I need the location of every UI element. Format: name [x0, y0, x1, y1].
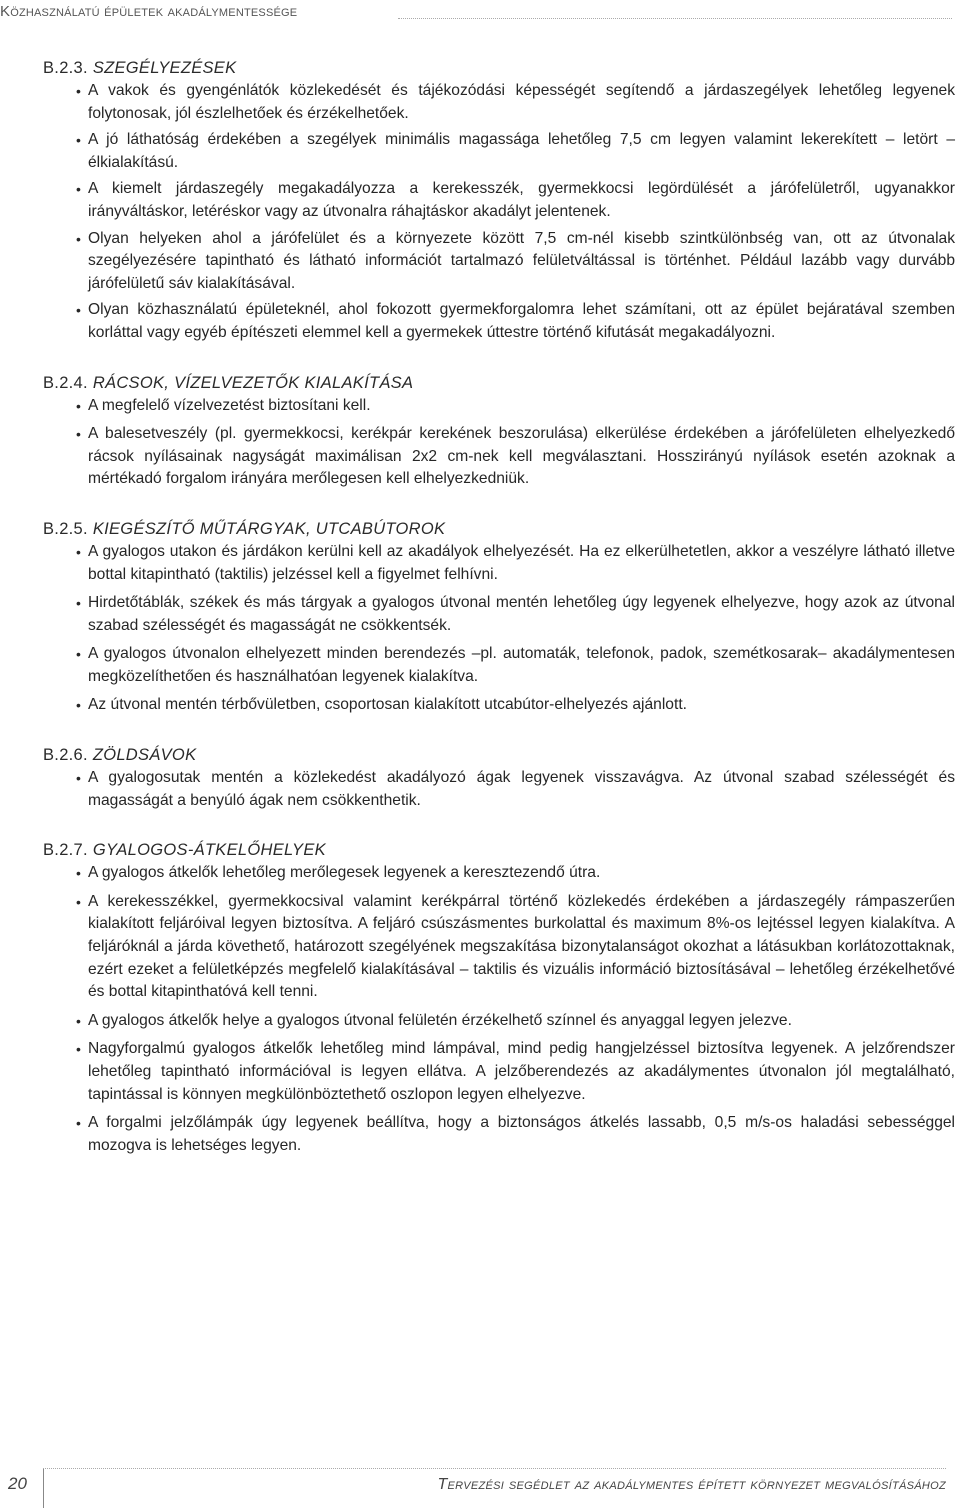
section-title: SZEGÉLYEZÉSEK	[92, 59, 237, 77]
bullet-item	[42, 1038, 955, 1106]
bullet-list	[43, 767, 955, 812]
bullet-text: Hirdetőtáblák, székek és más tárgyak a gyalogos útvonal mentén lehetőleg úgy legyenek elhelyezve, hogy azok az útvonal szabad szélességét és magasságát ne csökkentsék.	[88, 594, 955, 634]
bullet-list	[43, 80, 955, 345]
page-header	[0, 0, 960, 34]
section-heading	[43, 56, 955, 80]
bullet-text: A kiemelt járdaszegély megakadályozza a kerekesszék, gyermekkocsi legördülését a járófelületről, ugyanakkor irányváltáskor, letéréskor vagy az útvonalra ráhajtáskor akadályt jelentenek.	[88, 180, 955, 220]
footer-dotted-rule	[43, 1468, 946, 1469]
section-heading	[43, 517, 955, 541]
section-heading	[43, 743, 955, 767]
page-footer	[0, 1468, 960, 1508]
bullet-text: A kerekesszékkel, gyermekkocsival valamint kerékpárral történő közlekedés érdekében a járdaszegély rámpaszerűen kialakított feljáróival legyen biztosítva. A feljáró csúszásmentes burkolattal és maximum 8%-os lejtéssel legyen kialakítva. A feljáróknál a járda követhető, határozott szegélyének megszakítása bizonytalanságot okozhat a látásukban korlátozottaknak, ezért ezeket a felületképzés megfelelő kialakításával – taktilis és vizuális információ biztosításával – lehetőleg érzékelhetővé és bottal kitapinthatóvá kell tenni.	[88, 892, 955, 1001]
section-heading	[43, 838, 955, 862]
bullet-text: Nagyforgalmú gyalogos átkelők lehetőleg mind lámpával, mind pedig hangjelzéssel biztosítva legyenek. A jelzőrendszer lehetőleg tapintható információval is legyen ellátva. A jelzőberendezés az akadálymentes útvonalon jól megtalálható, tapintással is könnyen megkülönböztethető oszlopon legyen elhelyezve.	[88, 1040, 955, 1103]
bullet-text: A gyalogos utakon és járdákon kerülni kell az akadályok elhelyezését. Ha ez elkerülhetetlen, akkor a veszélyre látható illetve bottal kitapintható (taktilis) jelzéssel kell a figyelmet felhívni.	[88, 542, 955, 583]
bullet-item	[42, 1010, 955, 1033]
bullet-icon: •	[76, 893, 81, 910]
bullet-text: A megfelelő vízelvezetést biztosítani kell.	[88, 396, 371, 414]
page-content	[43, 56, 955, 1157]
bullet-text: A gyalogos átkelők helye a gyalogos útvonal felületén érzékelhető színnel és anyaggal legyen jelezve.	[88, 1011, 792, 1029]
bullet-icon: •	[76, 83, 81, 99]
section-number: B.2.4.	[43, 373, 88, 392]
bullet-icon: •	[76, 865, 81, 882]
bullet-item	[42, 891, 955, 1004]
section-number: B.2.3.	[43, 59, 88, 77]
section-title: RÁCSOK, VÍZELVEZETŐK KIALAKÍTÁSA	[92, 373, 414, 392]
section-number: B.2.7.	[43, 841, 88, 860]
bullet-item	[42, 423, 955, 491]
bullet-item	[42, 592, 955, 637]
bullet-icon: •	[76, 1115, 81, 1132]
bullet-item	[42, 862, 955, 885]
bullet-icon: •	[76, 302, 81, 319]
bullet-item	[42, 395, 955, 418]
section-title: GYALOGOS-ÁTKELŐHELYEK	[92, 841, 326, 860]
section-number: B.2.6.	[43, 746, 88, 765]
section-number: B.2.5.	[43, 519, 88, 538]
bullet-icon: •	[76, 595, 81, 612]
bullet-icon: •	[76, 181, 81, 198]
bullet-text: A gyalogos útvonalon elhelyezett minden berendezés –pl. automaták, telefonok, padok, szemétkosarak– akadálymentesen megközelíthetően és használhatóan legyenek kialakítva.	[88, 645, 955, 685]
page-number: 20	[8, 1474, 27, 1493]
bullet-icon: •	[76, 543, 81, 560]
bullet-item	[42, 1112, 955, 1157]
bullet-icon: •	[76, 1012, 81, 1029]
section-title: ZÖLDSÁVOK	[92, 746, 197, 765]
bullet-item	[42, 299, 955, 344]
section-title: KIEGÉSZÍTŐ MŰTÁRGYAK, UTCABÚTOROK	[92, 519, 446, 538]
bullet-text: A forgalmi jelzőlámpák úgy legyenek beállítva, hogy a biztonságos átkelés lassabb, 0,5 m/s-os haladási sebességgel mozogva is lehetséges legyen.	[88, 1114, 955, 1154]
running-footer-title: Tervezési segédlet az akadálymentes épített környezet megvalósításához	[437, 1476, 946, 1493]
bullet-item	[42, 80, 955, 125]
section-heading	[43, 371, 955, 395]
bullet-text: Olyan helyeken ahol a járófelület és a környezete között 7,5 cm-nél kisebb szintkülönbség van, ott az útvonalak szegélyezésére tapintható és látható információt tartalmazó felületváltással is történhet. Például lazább vagy durvább járófelületű sáv kialakításával.	[88, 229, 955, 292]
bullet-icon: •	[76, 132, 81, 149]
bullet-item	[42, 541, 955, 586]
section	[43, 743, 955, 812]
section	[43, 371, 955, 491]
bullet-text: Olyan közhasználatú épületeknél, ahol fokozott gyermekforgalomra lehet számítani, ott az épület bejáratával szemben korláttal vagy egyéb építészeti elemmel kell a gyermekek úttestre történő kifutását megakadályozni.	[88, 301, 955, 341]
bullet-icon: •	[76, 1041, 81, 1058]
section	[43, 56, 955, 345]
bullet-item	[42, 178, 955, 223]
bullet-text: A jó láthatóság érdekében a szegélyek minimális magassága lehetőleg 7,5 cm legyen valamint lekerekített – letört – élkialakítású.	[88, 131, 955, 171]
bullet-list	[43, 395, 955, 491]
bullet-icon: •	[76, 230, 81, 247]
bullet-text: A balesetveszély (pl. gyermekkocsi, kerékpár kerekének beszorulása) elkerülése érdekében a járófelületen elhelyezkedő rácsok nyílásainak nagyságát maximálisan 2x2 cm-nek kell megválasztani. Hosszirányú nyílások esetén azoknak a mértékadó forgalom irányára merőlegesen kell elhelyezkedniük.	[88, 425, 955, 488]
bullet-list	[43, 862, 955, 1157]
bullet-item	[42, 228, 955, 296]
running-header-title: Közhasználatú épületek akadálymentessége	[0, 3, 298, 20]
bullet-list	[43, 541, 955, 717]
footer-vertical-rule	[43, 1468, 44, 1508]
bullet-text: Az útvonal mentén térbővületben, csoportosan kialakított utcabútor-elhelyezés ajánlott.	[88, 696, 687, 714]
bullet-icon: •	[76, 770, 81, 787]
bullet-text: A gyalogosutak mentén a közlekedést akadályozó ágak legyenek visszavágva. Az útvonal szabad szélességét és magasságát a benyúló ágak nem csökkenthetik.	[88, 769, 955, 809]
bullet-icon: •	[76, 697, 81, 714]
bullet-text: A gyalogos átkelők lehetőleg merőlegesek legyenek a keresztezendő útra.	[88, 864, 601, 882]
bullet-item	[42, 643, 955, 688]
bullet-item	[42, 694, 955, 717]
bullet-item	[42, 767, 955, 812]
bullet-item	[42, 129, 955, 174]
bullet-icon: •	[76, 646, 81, 663]
section	[43, 838, 955, 1157]
section	[43, 517, 955, 717]
bullet-text: A vakok és gyengénlátók közlekedését és tájékozódási képességét segítendő a járdaszegélyek lehetőleg legyenek folytonosak, jól észlelhetőek és érzékelhetőek.	[88, 82, 955, 122]
header-dotted-rule	[398, 18, 952, 19]
bullet-icon: •	[76, 426, 81, 443]
bullet-icon: •	[76, 397, 81, 414]
